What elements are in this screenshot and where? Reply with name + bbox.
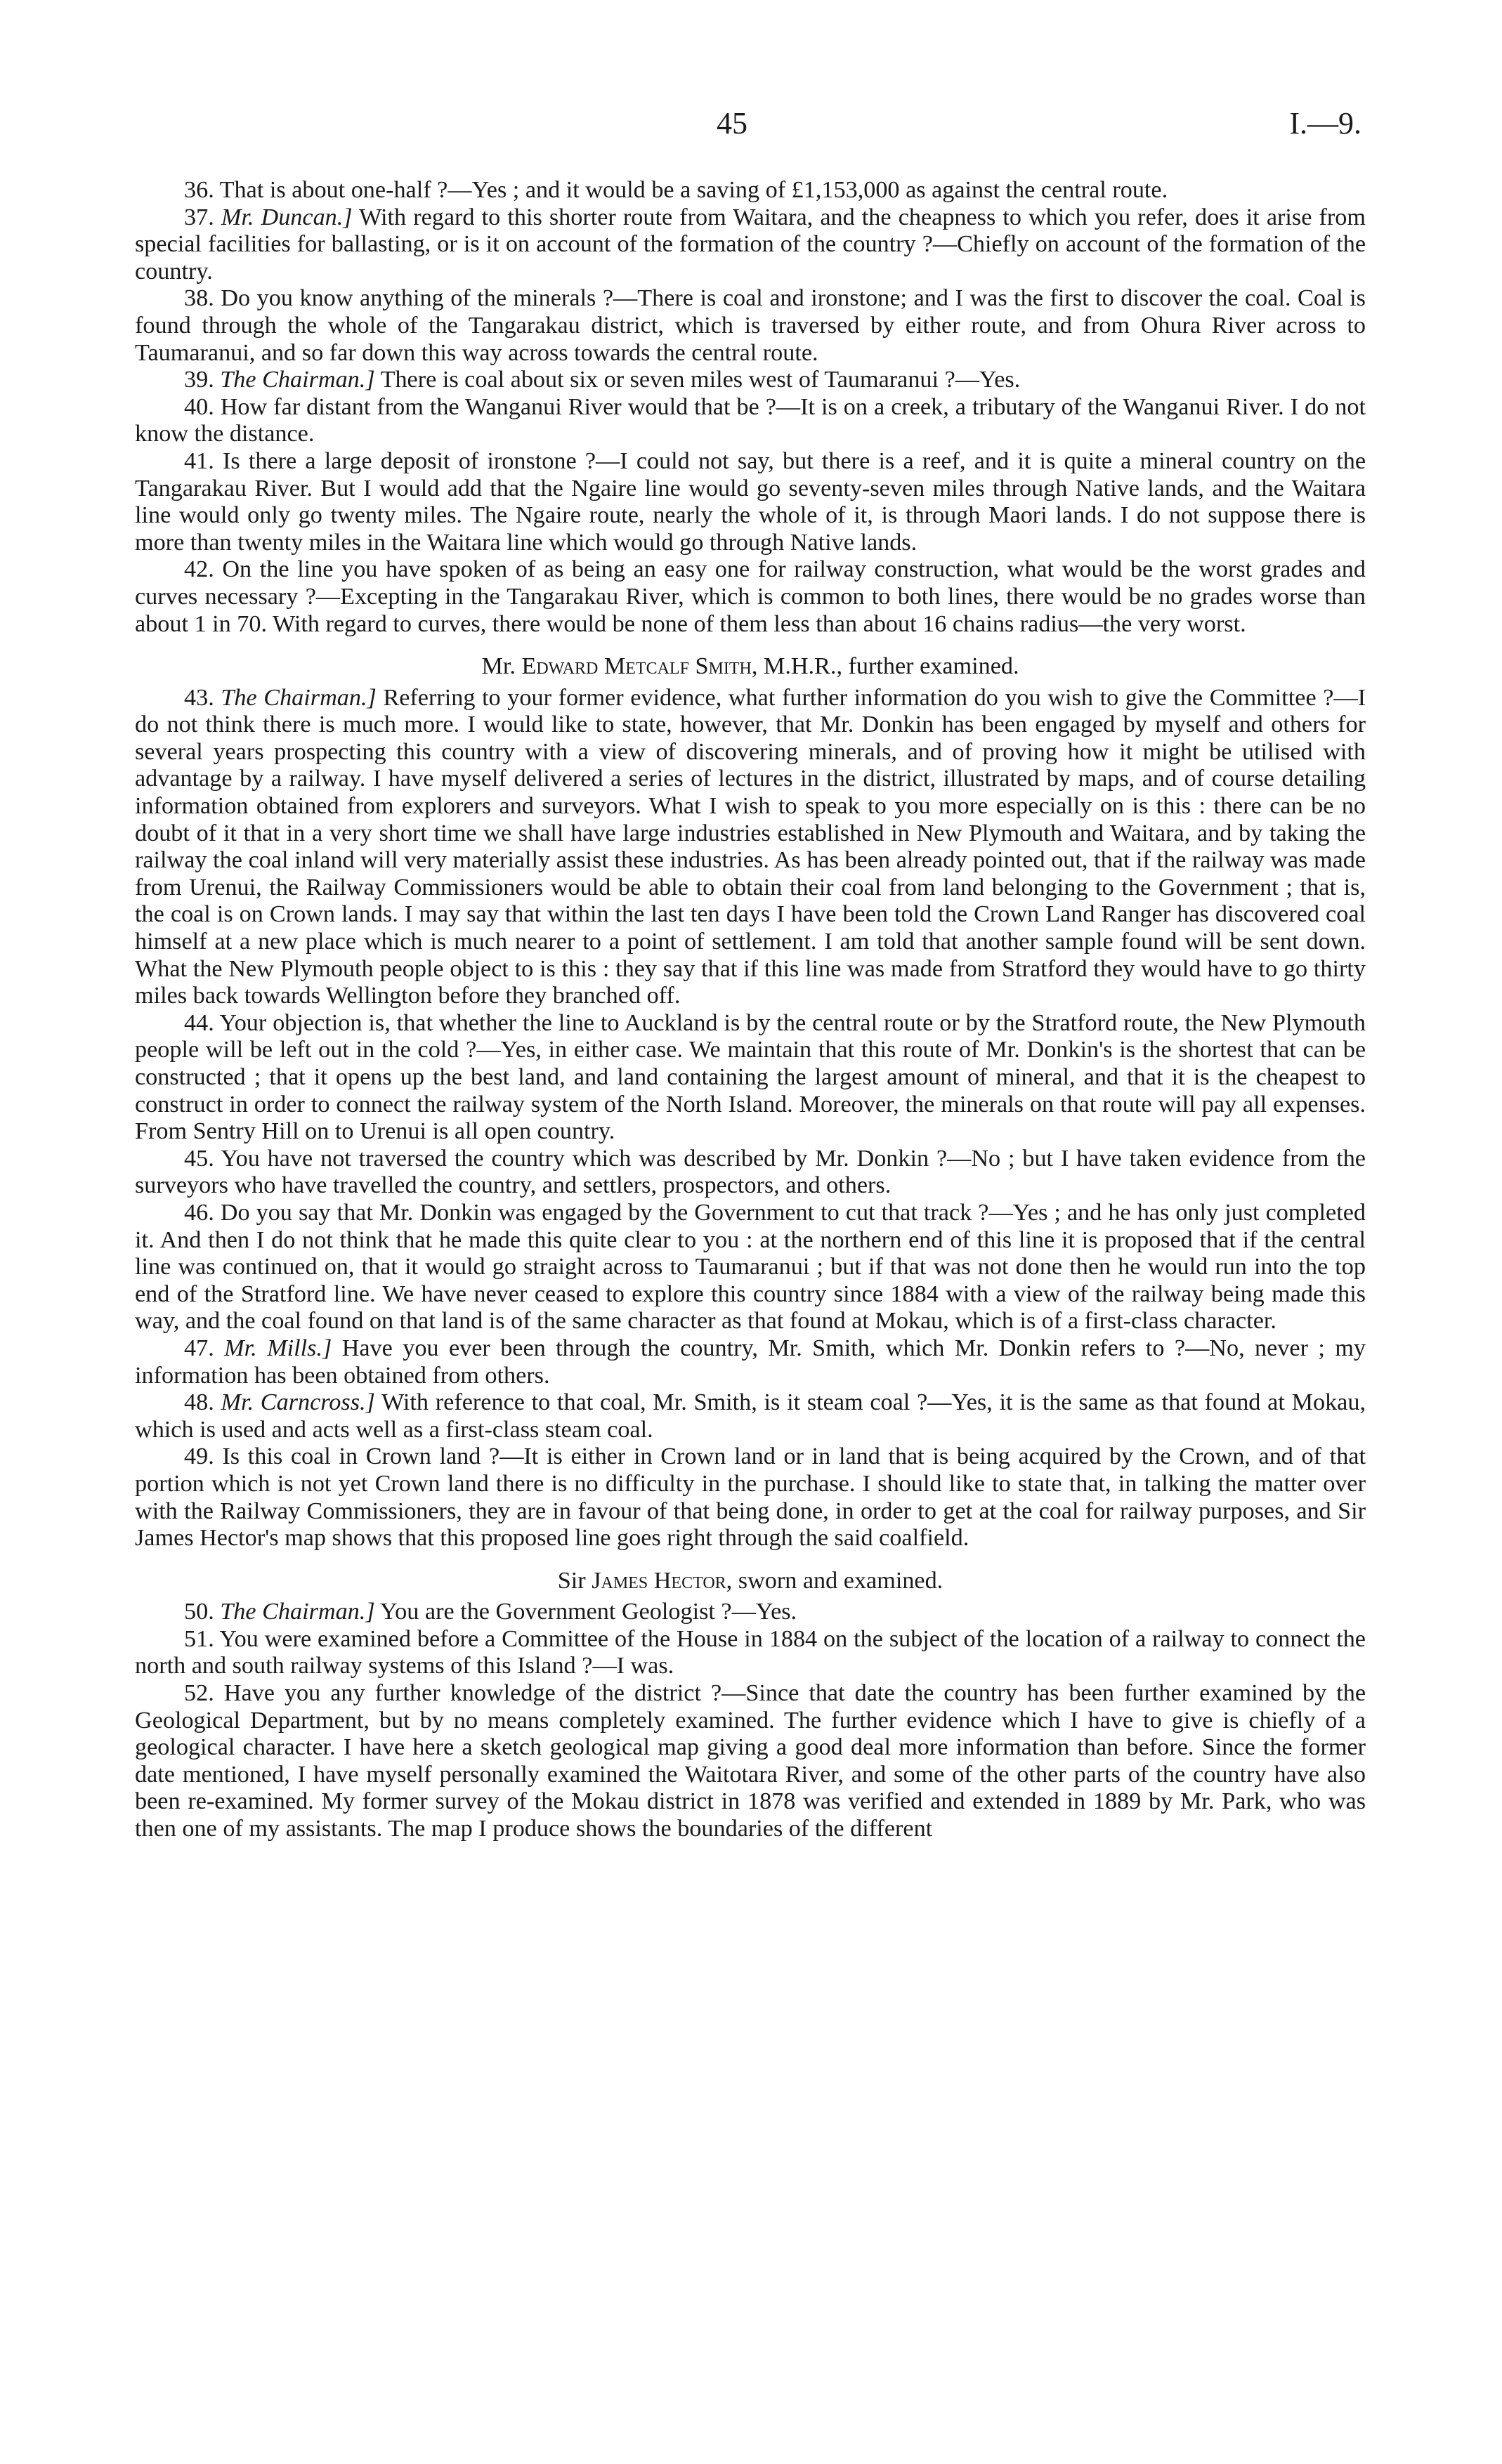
paragraph-text: 49. Is this coal in Crown land ?—It is either in Crown land or in land that is being acquired by the Crown, and of that portion which is not yet Crown land there is no difficulty in the purchase. I should like to state that, in talking the matter over with the Railway Commissioners, they are in favour of that being done, in order to get at the coal for railway purposes, and Sir James Hector's map shows that this proposed line goes right through the said coalfield. (135, 1443, 1366, 1552)
witness-name: Edward Metcalf Smith (521, 653, 752, 680)
question-52 (135, 1680, 1366, 1843)
page-number: 45 (717, 106, 747, 140)
document-body (135, 177, 1366, 1843)
paragraph-text: Have you ever been through the country, Mr. Smith, which Mr. Donkin refers to ?—No, never ; my information has been obtained from others. (135, 1335, 1366, 1389)
question-42 (135, 556, 1366, 638)
question-51 (135, 1626, 1366, 1680)
speaker-name: Mr. Duncan.] (221, 204, 353, 230)
paragraph-text: With regard to this shorter route from Waitara, and the cheapness to which you refer, does it arise from special facilities for ballasting, or is it on account of the formation of the country ?—Chiefly on account of the formation of the country. (135, 204, 1366, 284)
question-46 (135, 1200, 1366, 1335)
question-44 (135, 1010, 1366, 1146)
section-heading-hector (135, 1568, 1366, 1595)
heading-suffix: , sworn and examined. (726, 1567, 943, 1594)
paragraph-text: Referring to your former evidence, what further information do you wish to give the Committee ?—I do not think there is much more. I would like to state, however, that Mr. Donkin has been engaged by myself and others for several years prospecting this country with a view of discovering minerals, and of proving how it might be utilised with advantage by a railway. I have myself delivered a series of lectures in the district, illustrated by maps, and of course detailing information obtained from explorers and surveyors. What I wish to speak to you more especially on is this : there can be no doubt of it that in a very short time we shall have large industries established in New Plymouth and Waitara, and by taking the railway the coal inland will very materially assist these industries. As has been already pointed out, that if the railway was made from Urenui, the Railway Commissioners would be able to obtain their coal from land belonging to the Government ; that is, the coal is on Crown lands. I may say that within the last ten days I have been told the Crown Land Ranger has discovered coal himself at a new place which is much nearer to a point of settlement. I am told that another sample found will be sent down. What the New Plymouth people object to is this : they say that if this line was made from Stratford they would have to go thirty miles back towards Wellington before they branched off. (135, 684, 1366, 1009)
question-36 (135, 177, 1366, 204)
question-43 (135, 685, 1366, 1010)
paragraph-text: 44. Your objection is, that whether the line to Auckland is by the central route or by the Stratford route, the New Plymouth people will be left out in the cold ?—Yes, in either case. We maintain that this route of Mr. Donkin's is the shortest that can be constructed ; that it opens up the best land, and land containing the largest amount of mineral, and that it is the cheapest to construct in order to connect the railway system of the North Island. Moreover, the minerals on that route will pay all expenses. From Sentry Hill on to Urenui is all open country. (135, 1009, 1366, 1145)
question-number: 47. (184, 1335, 225, 1361)
speaker-name: The Chairman.] (221, 684, 377, 711)
paragraph-text: 45. You have not traversed the country which was described by Mr. Donkin ?—No ; but I have taken evidence from the surveyors who have travelled the country, and settlers, prospectors, and others. (135, 1145, 1366, 1199)
document-reference: I.—9. (1289, 106, 1361, 140)
question-47 (135, 1335, 1366, 1389)
question-45 (135, 1146, 1366, 1200)
question-49 (135, 1443, 1366, 1552)
section-heading-smith (135, 653, 1366, 681)
question-48 (135, 1389, 1366, 1443)
question-41 (135, 448, 1366, 556)
paragraph-text: With reference to that coal, Mr. Smith, is it steam coal ?—Yes, it is the same as that found at Mokau, which is used and acts well as a first-class steam coal. (135, 1389, 1366, 1443)
question-40 (135, 394, 1366, 448)
question-number: 50. (184, 1599, 221, 1625)
heading-prefix: Mr. (481, 653, 522, 680)
paragraph-text: You are the Government Geologist ?—Yes. (374, 1599, 797, 1625)
speaker-name: The Chairman.] (220, 1599, 375, 1625)
question-number: 43. (184, 684, 221, 711)
heading-suffix: , M.H.R., further examined. (751, 653, 1019, 680)
heading-prefix: Sir (557, 1567, 592, 1594)
speaker-name: Mr. Carncross.] (221, 1389, 375, 1416)
paragraph-text: There is coal about six or seven miles west of Taumaranui ?—Yes. (374, 367, 1021, 393)
question-39 (135, 367, 1366, 394)
paragraph-text: 38. Do you know anything of the minerals ?—There is coal and ironstone; and I was the first to discover the coal. Coal is found through the whole of the Tangarakau district, which is traversed by either route, and from Ohura River across to Taumaranui, and so far down this way across towards the central route. (135, 285, 1366, 366)
page-header (0, 105, 1502, 148)
paragraph-text: 46. Do you say that Mr. Donkin was engaged by the Government to cut that track ?—Yes ; and he has only just completed it. And then I do not think that he made this quite clear to you : at the northern end of this line it is proposed that if the central line was continued on, that it would go straight across to Taumaranui ; but if that was not done then he would run into the top end of the Stratford line. We have never ceased to explore this country since 1884 with a view of the railway being made this way, and the coal found on that land is of the same character as that found at Mokau, which is of a first-class character. (135, 1199, 1366, 1335)
question-37 (135, 204, 1366, 286)
paragraph-text: 42. On the line you have spoken of as being an easy one for railway construction, what would be the worst grades and curves necessary ?—Excepting in the Tangarakau River, which is common to both lines, there would be no grades worse than about 1 in 70. With regard to curves, there would be none of them less than about 16 chains radius—the very worst. (135, 556, 1366, 637)
speaker-name: Mr. Mills.] (224, 1335, 332, 1361)
question-number: 37. (184, 204, 221, 230)
paragraph-text: 40. How far distant from the Wanganui River would that be ?—It is on a creek, a tributary of the Wanganui River. I do not know the distance. (135, 393, 1366, 447)
question-50 (135, 1599, 1366, 1626)
paragraph-text: 41. Is there a large deposit of ironstone ?—I could not say, but there is a reef, and it is quite a mineral country on the Tangarakau River. But I would add that the Ngaire line would go seventy-seven miles through Native lands, and the Waitara line would only go twenty miles. The Ngaire route, nearly the whole of it, is through Maori lands. I do not suppose there is more than twenty miles in the Waitara line which would go through Native lands. (135, 447, 1366, 556)
witness-name: James Hector (592, 1567, 726, 1594)
paragraph-text: 52. Have you any further knowledge of the district ?—Since that date the country has been further examined by the Geological Department, but by no means completely examined. The further evidence which I have to give is chiefly of a geological character. I have here a sketch geological map giving a good deal more information than before. Since the former date mentioned, I have myself personally examined the Waitotara River, and some of the other parts of the country have also been re-examined. My former survey of the Mokau district in 1878 was verified and extended in 1889 by Mr. Park, who was then one of my assistants. The map I produce shows the boundaries of the different (135, 1680, 1366, 1842)
paragraph-text: 51. You were examined before a Committee of the House in 1884 on the subject of the location of a railway to connect the north and south railway systems of this Island ?—I was. (135, 1625, 1366, 1679)
question-number: 48. (184, 1389, 221, 1416)
question-38 (135, 285, 1366, 367)
question-number: 39. (184, 367, 221, 393)
speaker-name: The Chairman.] (220, 367, 375, 393)
paragraph-text: 36. That is about one-half ?—Yes ; and it would be a saving of £1,153,000 as against the central route. (184, 177, 1168, 203)
